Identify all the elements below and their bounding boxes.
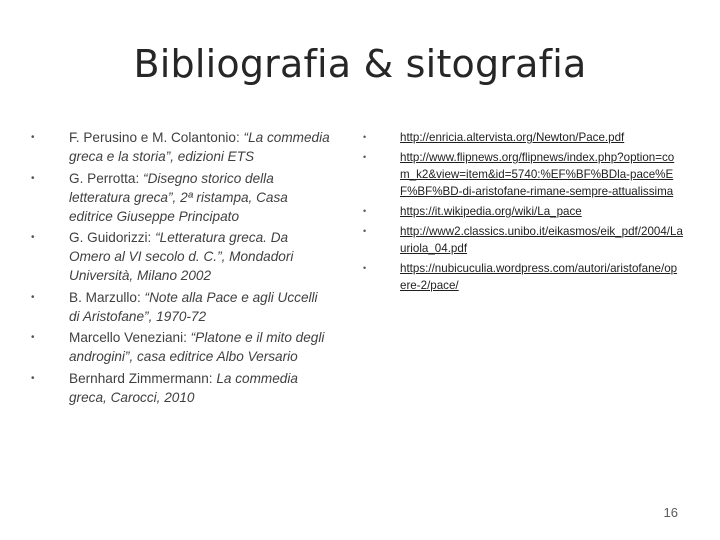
bibliography-work: “Platone e il mito degli androgini”, casa editrice Albo Versario xyxy=(69,330,325,364)
slide-title: Bibliografia & sitografia xyxy=(133,42,587,86)
bibliography-item xyxy=(30,169,330,226)
bullet-icon: • xyxy=(31,332,35,343)
bibliography-list xyxy=(30,128,330,409)
bibliography-item xyxy=(30,128,330,166)
bibliography-item xyxy=(30,369,330,407)
sitography-link[interactable]: http://www.flipnews.org/flipnews/index.php?option=com_k2&view=item&id=5740:%EF%BF%BDla-pace%EF%BF%BD-di-aristofane-rimane-sempre-attualissima xyxy=(400,150,675,199)
bibliography-author: B. Marzullo: xyxy=(69,289,145,305)
bullet-icon: • xyxy=(363,132,367,142)
bullet-icon: • xyxy=(31,291,35,303)
bibliography-work: La commedia greca xyxy=(69,370,298,405)
bibliography-author: G. Guidorizzi: xyxy=(69,230,156,245)
bullet-icon: • xyxy=(363,206,367,216)
bibliography-work: “Letteratura greca. Da Omero al VI secolo d. C.”, Mondadori Università, Milano 2002 xyxy=(69,230,294,283)
sitography-link[interactable]: http://enricia.altervista.org/Newton/Pace.pdf xyxy=(400,131,625,144)
bullet-icon: • xyxy=(363,262,367,273)
sitography-item xyxy=(358,149,683,201)
bibliography-work: “Disegno storico della letteratura greca”, 2ª ristampa, Casa editrice Giuseppe Principato xyxy=(69,170,288,224)
sitography-link[interactable]: https://it.wikipedia.org/wiki/La_pace xyxy=(400,205,582,218)
bibliography-author: G. Perrotta: xyxy=(69,170,144,186)
bullet-icon: • xyxy=(31,232,35,243)
bibliography-work: “La commedia greca e la storia”, edizioni ETS xyxy=(69,130,330,164)
sitography-list xyxy=(358,129,683,297)
sitography-item xyxy=(358,260,683,295)
sitography-link[interactable]: https://nubicuculia.wordpress.com/autori/aristofane/opere-2/pace/ xyxy=(400,261,678,292)
sitography-item xyxy=(358,203,683,220)
bibliography-publisher: , Carocci, 2010 xyxy=(103,389,195,405)
bibliography-item xyxy=(30,228,330,285)
bibliography-work: “Note alla Pace e agli Uccelli di Aristofane”, 1970-72 xyxy=(69,289,318,324)
sitography-link[interactable]: http://www2.classics.unibo.it/eikasmos/eik_pdf/2004/Lauriola_04.pdf xyxy=(400,224,683,255)
bibliography-author: Marcello Veneziani: xyxy=(69,330,191,345)
bibliography-item xyxy=(30,288,330,326)
bibliography-item xyxy=(30,328,330,366)
bullet-icon: • xyxy=(363,225,367,236)
sitography-item xyxy=(358,223,683,258)
bibliography-author: F. Perusino e M. Colantonio: xyxy=(69,130,244,145)
sitography-item xyxy=(358,129,683,146)
bullet-icon: • xyxy=(31,372,35,384)
bullet-icon: • xyxy=(31,172,35,184)
bibliography-author: Bernhard Zimmermann: xyxy=(69,370,217,386)
page-number: 16 xyxy=(663,505,678,520)
bullet-icon: • xyxy=(363,151,367,162)
bullet-icon: • xyxy=(31,132,35,143)
